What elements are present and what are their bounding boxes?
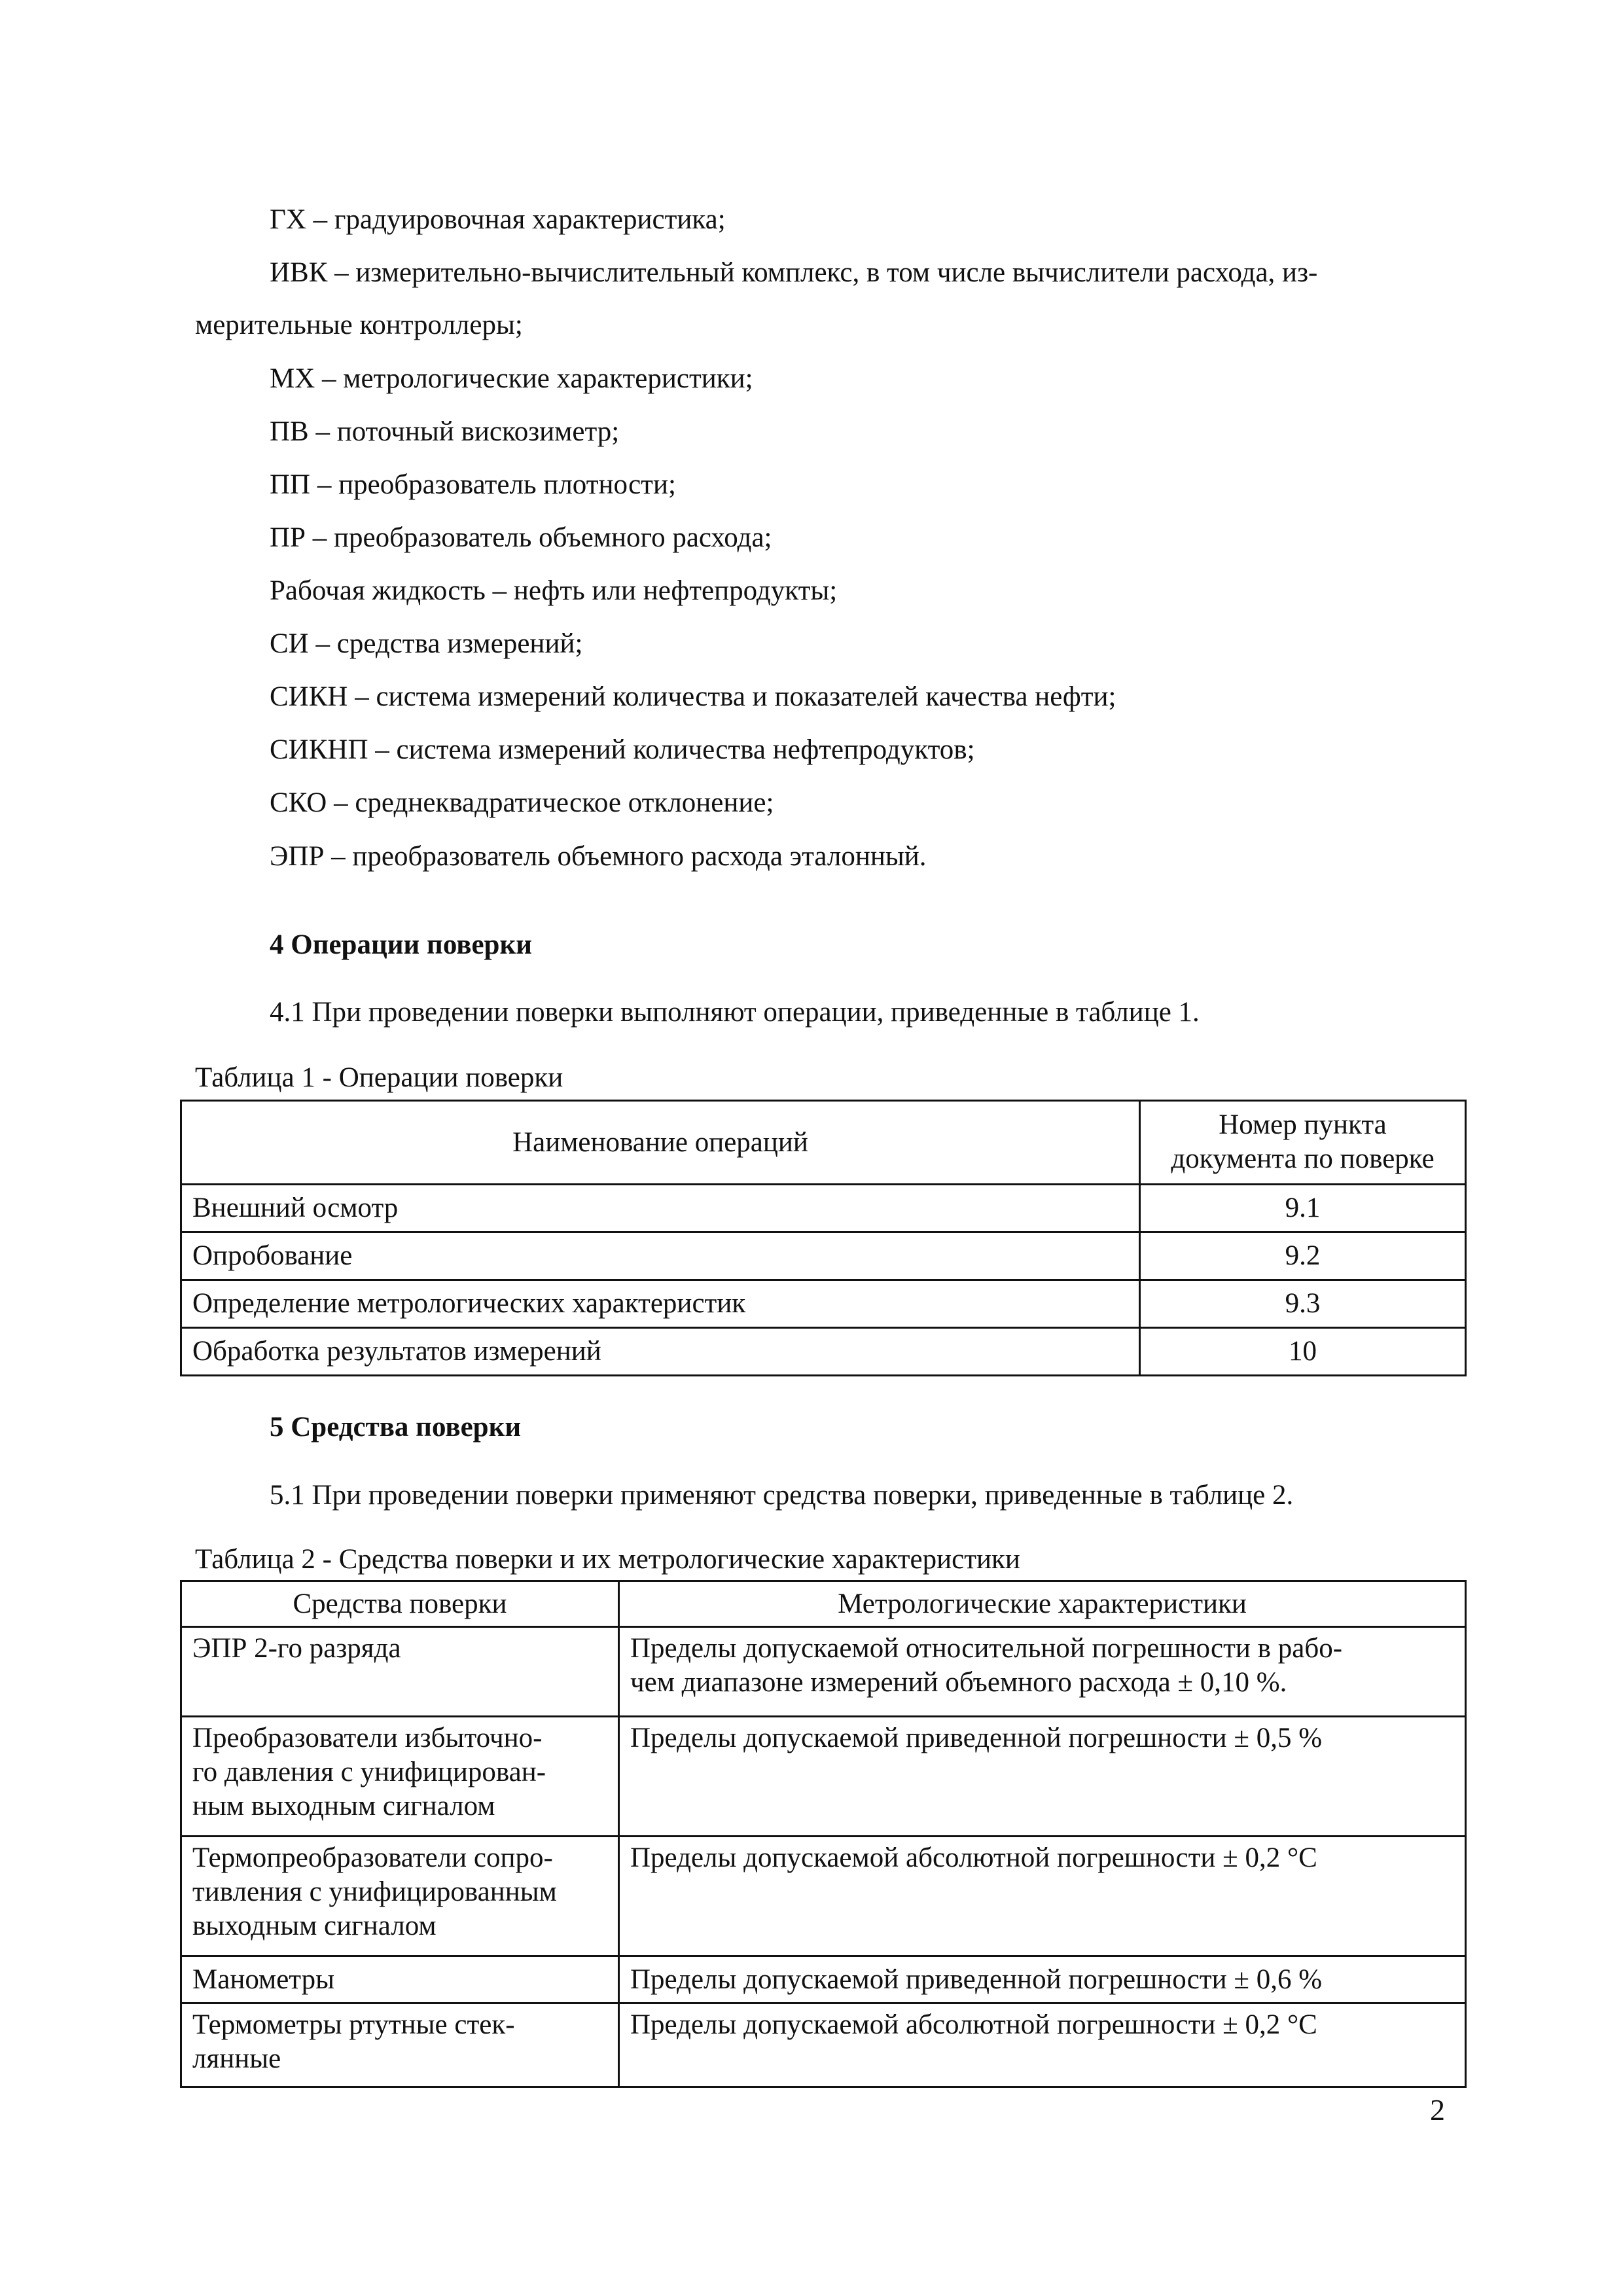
- table-2-tool-line: Термопреобразователи сопро-: [192, 1842, 553, 1873]
- table-1-item-number: 10: [1140, 1328, 1466, 1376]
- table-row: [181, 1328, 1466, 1376]
- section-4-heading: 4 Операции поверки: [270, 929, 533, 960]
- table-1-header-item-number-line-2: документа по поверке: [1171, 1143, 1435, 1174]
- table-1-caption: Таблица 1 - Операции поверки: [195, 1062, 563, 1093]
- table-1-operations: [180, 1100, 1467, 1376]
- abbreviation-pp: ПП – преобразователь плотности;: [270, 469, 676, 500]
- abbreviation-pr: ПР – преобразователь объемного расхода;: [270, 522, 772, 553]
- table-2-characteristics: [619, 1837, 1466, 1956]
- table-2-tool-line: лянные: [192, 2043, 281, 2074]
- abbreviation-gh: ГХ – градуировочная характеристика;: [270, 204, 726, 235]
- table-1-item-number: 9.3: [1140, 1280, 1466, 1328]
- table-2-characteristics-line: Пределы допускаемой приведенной погрешности ± 0,6 %: [630, 1964, 1323, 1995]
- abbreviation-sko: СКО – среднеквадратическое отклонение;: [270, 787, 774, 818]
- table-2-tool: [181, 1956, 619, 2003]
- table-1-header-operations: Наименование операций: [181, 1101, 1140, 1185]
- table-2-tool-line: тивления с унифицированным: [192, 1876, 557, 1907]
- table-2-characteristics: [619, 1956, 1466, 2003]
- table-2-header-row: [181, 1581, 1466, 1627]
- section-5-heading: 5 Средства поверки: [270, 1412, 522, 1443]
- table-2-tool-line: Манометры: [192, 1964, 335, 1995]
- table-2-characteristics-line: Пределы допускаемой относительной погрешности в рабо-: [630, 1633, 1343, 1664]
- table-2-tool-line: Термометры ртутные стек-: [192, 2009, 515, 2040]
- table-row: [181, 1232, 1466, 1280]
- table-2-characteristics: [619, 1717, 1466, 1837]
- table-row: [181, 1837, 1466, 1956]
- page-number: 2: [1430, 2093, 1445, 2126]
- table-2-characteristics: [619, 2003, 1466, 2087]
- table-2-header-characteristics: Метрологические характеристики: [619, 1581, 1466, 1627]
- table-2-tool: [181, 1837, 619, 1956]
- table-row: [181, 1185, 1466, 1232]
- abbreviation-mh: МХ – метрологические характеристики;: [270, 363, 753, 394]
- table-1-item-number: 9.2: [1140, 1232, 1466, 1280]
- table-row: [181, 1956, 1466, 2003]
- abbreviation-pv: ПВ – поточный вискозиметр;: [270, 416, 620, 447]
- table-2-tool: [181, 1627, 619, 1717]
- table-1-item-number: 9.1: [1140, 1185, 1466, 1232]
- table-row: [181, 2003, 1466, 2087]
- table-1-header-item-number: [1140, 1101, 1466, 1185]
- table-2-characteristics: [619, 1627, 1466, 1717]
- table-2-tool-line: выходным сигналом: [192, 1910, 437, 1941]
- table-2-characteristics-line: Пределы допускаемой приведенной погрешности ± 0,5 %: [630, 1723, 1323, 1753]
- abbreviation-working-fluid: Рабочая жидкость – нефть или нефтепродукты;: [270, 575, 838, 606]
- abbreviation-siknp: СИКНП – система измерений количества нефтепродуктов;: [270, 734, 975, 765]
- table-2-tool-line: го давления с унифицирован-: [192, 1757, 546, 1787]
- abbreviation-epr: ЭПР – преобразователь объемного расхода эталонный.: [270, 841, 927, 872]
- table-2-tool: [181, 1717, 619, 1837]
- table-1-header-row: [181, 1101, 1466, 1185]
- table-1-header-item-number-line-1: Номер пункта: [1219, 1109, 1387, 1140]
- table-2-tool-line: ЭПР 2-го разряда: [192, 1633, 401, 1664]
- section-4-text: 4.1 При проведении поверки выполняют операции, приведенные в таблице 1.: [270, 997, 1200, 1028]
- table-1-operation-name: Опробование: [181, 1232, 1140, 1280]
- table-1-operation-name: Внешний осмотр: [181, 1185, 1140, 1232]
- table-2-header-tools: Средства поверки: [181, 1581, 619, 1627]
- table-2-tool-line: ным выходным сигналом: [192, 1791, 495, 1821]
- table-2-verification-tools: [180, 1580, 1467, 2088]
- table-1-operation-name: Определение метрологических характеристик: [181, 1280, 1140, 1328]
- table-row: [181, 1717, 1466, 1837]
- table-row: [181, 1627, 1466, 1717]
- table-2-characteristics-line: Пределы допускаемой абсолютной погрешности ± 0,2 °С: [630, 1842, 1317, 1873]
- table-row: [181, 1280, 1466, 1328]
- abbreviation-sikn: СИКН – система измерений количества и показателей качества нефти;: [270, 681, 1116, 712]
- table-2-tool-line: Преобразователи избыточно-: [192, 1723, 543, 1753]
- table-2-caption: Таблица 2 - Средства поверки и их метрологические характеристики: [195, 1544, 1020, 1575]
- table-2-characteristics-line: Пределы допускаемой абсолютной погрешности ± 0,2 °С: [630, 2009, 1317, 2040]
- abbreviation-ivk: ИВК – измерительно-вычислительный комплекс, в том числе вычислители расхода, из-: [270, 257, 1318, 288]
- table-2-tool: [181, 2003, 619, 2087]
- table-2-characteristics-line: чем диапазоне измерений объемного расхода ± 0,10 %.: [630, 1667, 1287, 1698]
- abbreviation-ivk-continuation: мерительные контроллеры;: [195, 310, 523, 340]
- abbreviation-si: СИ – средства измерений;: [270, 628, 583, 659]
- table-1-operation-name: Обработка результатов измерений: [181, 1328, 1140, 1376]
- section-5-text: 5.1 При проведении поверки применяют средства поверки, приведенные в таблице 2.: [270, 1480, 1294, 1511]
